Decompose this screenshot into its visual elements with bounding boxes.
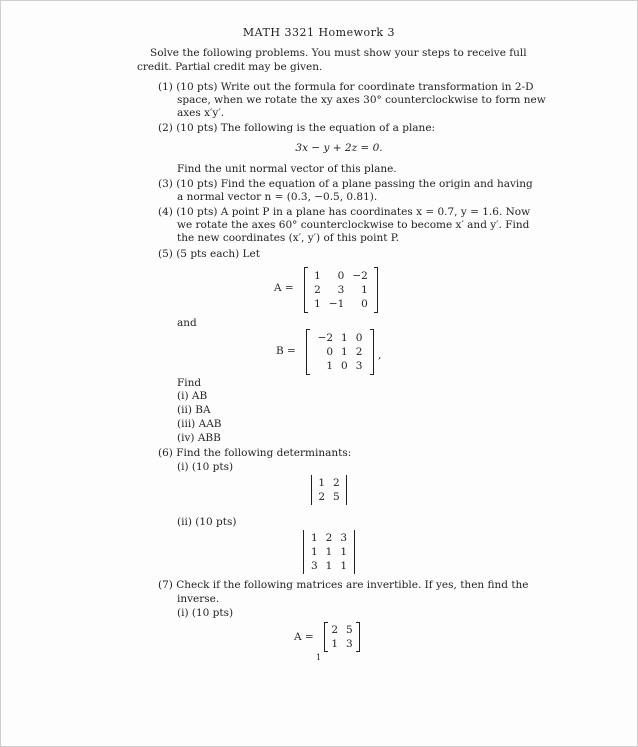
- determinant-2-cell: 2: [325, 532, 333, 544]
- matrix-b: [306, 329, 374, 375]
- determinant-2-cell: 1: [340, 546, 348, 558]
- determinant-2-cell: 1: [310, 532, 318, 544]
- determinant-1: [311, 475, 347, 505]
- problem-6-line-1: (6) Find the following determinants:: [158, 447, 352, 459]
- determinant-1-cell: 1: [318, 477, 325, 489]
- matrix-b-cell: 2: [355, 346, 363, 358]
- determinant-2-cell: 1: [325, 546, 333, 558]
- matrix-7: [324, 622, 360, 652]
- matrix-b-cell: −2: [317, 332, 334, 344]
- page-title: MATH 3321 Homework 3: [242, 26, 396, 39]
- problem-3-line-2: a normal vector n = (0.3, −0.5, 0.81).: [177, 191, 378, 203]
- matrix-b-cell: 0: [326, 346, 334, 358]
- matrix-a: [304, 267, 378, 313]
- matrix-b-label: B =: [276, 345, 296, 357]
- matrix-b-cell: 3: [355, 360, 363, 372]
- problem-5-item-1: (i) AB: [177, 390, 208, 402]
- matrix-b-cell: 1: [341, 332, 348, 344]
- problem-3-line-1: (3) (10 pts) Find the equation of a plane passing the origin and having: [158, 178, 533, 190]
- problem-5-find: Find: [177, 377, 202, 389]
- matrix-7-label: A =: [294, 631, 314, 643]
- problem-7-line-2: inverse.: [177, 593, 220, 605]
- matrix-7-cell: 1: [331, 638, 338, 650]
- matrix-b-cell: 0: [341, 360, 348, 372]
- problem-4-line-3: the new coordinates (x′, y′) of this point P.: [177, 232, 400, 244]
- problem-6-sub-1: (i) (10 pts): [177, 461, 234, 473]
- determinant-2-cell: 3: [340, 532, 348, 544]
- determinant-2-cell: 1: [340, 560, 348, 572]
- intro-line-1: Solve the following problems. You must show your steps to receive full: [150, 47, 527, 59]
- problem-2-line-2: Find the unit normal vector of this plane.: [177, 163, 397, 175]
- matrix-7-cell: 2: [331, 624, 338, 636]
- matrix-b-cell: 1: [326, 360, 334, 372]
- problem-7-sub-1: (i) (10 pts): [177, 607, 234, 619]
- determinant-1-cell: 2: [333, 477, 340, 489]
- matrix-a-cell: 1: [361, 284, 368, 296]
- problem-6-sub-2: (ii) (10 pts): [177, 516, 237, 528]
- problem-4-line-2: we rotate the axes 60° counterclockwise to become x′ and y′. Find: [177, 219, 530, 231]
- determinant-2-cell: 1: [310, 546, 318, 558]
- determinant-1-cell: 5: [333, 491, 340, 503]
- determinant-2: [303, 530, 355, 574]
- matrix-a-cell: 1: [314, 298, 321, 310]
- problem-5-item-2: (ii) BA: [177, 404, 211, 416]
- intro-line-2: credit. Partial credit may be given.: [137, 61, 323, 73]
- problem-2-line-1: (2) (10 pts) The following is the equation of a plane:: [158, 122, 436, 134]
- problem-1-line-2: space, when we rotate the xy axes 30° counterclockwise to form new: [177, 94, 546, 106]
- matrix-a-cell: −2: [352, 270, 368, 282]
- problem-1-line-3: axes x′y′.: [177, 107, 225, 119]
- matrix-b-cell: 1: [341, 346, 348, 358]
- matrix-a-cell: 3: [337, 284, 345, 296]
- determinant-2-cell: 1: [325, 560, 333, 572]
- determinant-1-cell: 2: [318, 491, 325, 503]
- problem-1-line-1: (1) (10 pts) Write out the formula for coordinate transformation in 2-D: [158, 81, 534, 93]
- matrix-a-cell: 0: [337, 270, 345, 282]
- problem-5-item-3: (iii) AAB: [177, 418, 222, 430]
- matrix-a-label: A =: [274, 282, 294, 294]
- matrix-a-cell: 2: [314, 284, 321, 296]
- determinant-2-cell: 3: [310, 560, 318, 572]
- problem-5-item-4: (iv) ABB: [177, 432, 221, 444]
- problem-5-and: and: [177, 317, 197, 329]
- matrix-a-cell: 1: [314, 270, 321, 282]
- matrix-b-cell: 0: [355, 332, 363, 344]
- matrix-a-cell: −1: [328, 298, 345, 310]
- matrix-7-cell: 3: [346, 638, 353, 650]
- problem-7-line-1: (7) Check if the following matrices are invertible. If yes, then find the: [158, 579, 529, 591]
- problem-2-equation: 3x − y + 2z = 0.: [295, 142, 383, 154]
- problem-4-line-1: (4) (10 pts) A point P in a plane has coordinates x = 0.7, y = 1.6. Now: [158, 206, 531, 218]
- page-number: 1: [316, 653, 322, 662]
- matrix-a-cell: 0: [361, 298, 368, 310]
- problem-5-line-1: (5) (5 pts each) Let: [158, 248, 260, 260]
- matrix-b-punctuation: ,: [378, 349, 382, 361]
- matrix-7-cell: 5: [346, 624, 353, 636]
